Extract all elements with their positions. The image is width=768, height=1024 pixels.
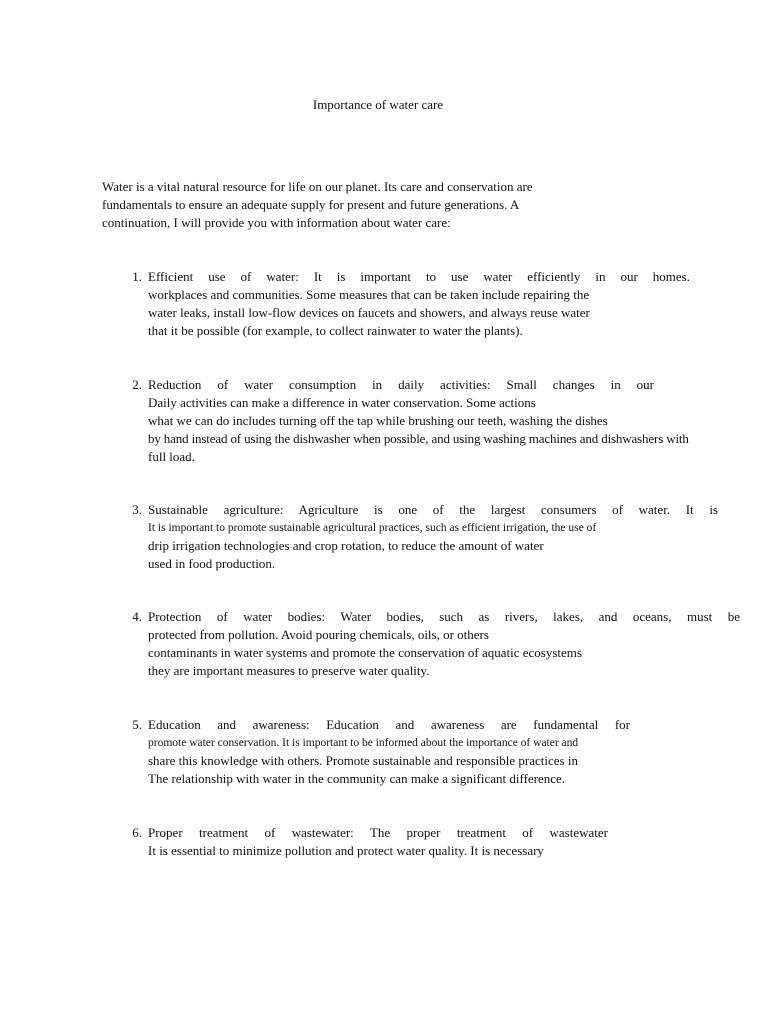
item-line: workplaces and communities. Some measures that can be taken include repairing the	[148, 287, 590, 302]
item-line: Proper treatment of wastewater: The proper treatment of wastewater	[148, 825, 608, 840]
item-line: Efficient use of water: It is important to use water efficiently in our homes.	[148, 269, 690, 284]
item-line: that it be possible (for example, to collect rainwater to water the plants).	[148, 323, 523, 338]
item-line: Daily activities can make a difference in water conservation. Some actions	[148, 395, 536, 410]
intro-line: fundamentals to ensure an adequate supply for present and future generations. A	[102, 197, 520, 212]
item-line: they are important measures to preserve water quality.	[148, 663, 430, 678]
item-line: Sustainable agriculture: Agriculture is one of the largest consumers of water. It is	[148, 502, 718, 517]
list-item-number: 5.	[132, 717, 142, 732]
item-line: used in food production.	[148, 556, 276, 571]
list-item-number: 4.	[132, 609, 142, 624]
item-line: contaminants in water systems and promote the conservation of aquatic ecosystems	[148, 645, 582, 660]
item-line: by hand instead of using the dishwasher when possible, and using washing machines and dishwashers with	[148, 431, 689, 446]
list-item-number: 6.	[132, 825, 142, 840]
item-line: Protection of water bodies: Water bodies, such as rivers, lakes, and oceans, must be	[148, 609, 740, 624]
item-line: Education and awareness: Education and awareness are fundamental for	[148, 717, 630, 732]
intro-line: Water is a vital natural resource for life on our planet. Its care and conservation are	[102, 179, 533, 194]
list-item-text	[148, 716, 742, 788]
list-item-number: 1.	[132, 269, 142, 284]
list-item-text	[148, 376, 742, 466]
intro-paragraph	[102, 178, 582, 232]
list-item-number: 3.	[132, 502, 142, 517]
list-item-text	[148, 824, 742, 860]
item-line: It is important to promote sustainable agricultural practices, such as efficient irrigation, the use of	[148, 522, 597, 534]
list-item-text	[148, 268, 742, 340]
list-item-number: 2.	[132, 377, 142, 392]
item-line: protected from pollution. Avoid pouring chemicals, oils, or others	[148, 627, 489, 642]
item-line: share this knowledge with others. Promote sustainable and responsible practices in	[148, 753, 578, 768]
intro-line: continuation, I will provide you with information about water care:	[102, 215, 451, 230]
item-line: Reduction of water consumption in daily activities: Small changes in our	[148, 377, 654, 392]
item-line: what we can do includes turning off the tap while brushing our teeth, washing the dishes	[148, 413, 608, 428]
item-line: full load.	[148, 449, 195, 464]
item-line: water leaks, install low-flow devices on faucets and showers, and always reuse water	[148, 305, 590, 320]
list-item-text	[148, 501, 742, 573]
list-item-text	[148, 608, 742, 680]
document-title: Importance of water care	[312, 97, 444, 112]
item-line: The relationship with water in the community can make a significant difference.	[148, 771, 566, 786]
item-line: It is essential to minimize pollution and protect water quality. It is necessary	[148, 843, 544, 858]
item-line: promote water conservation. It is important to be informed about the importance of water and	[148, 737, 579, 749]
item-line: drip irrigation technologies and crop rotation, to reduce the amount of water	[148, 538, 544, 553]
